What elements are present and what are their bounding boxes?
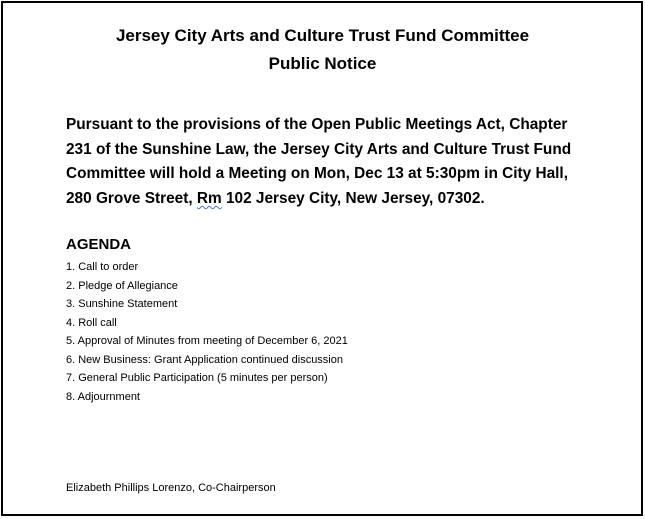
address-text: 102 Jersey City, New Jersey, 07302.	[221, 189, 485, 207]
agenda-item: 6. New Business: Grant Application continued discussion	[66, 353, 343, 366]
agenda-item: 1. Call to order	[66, 261, 139, 273]
address-text: 280 Grove Street,	[66, 189, 197, 207]
notice-body-line: Pursuant to the provisions of the Open Public Meetings Act, Chapter	[66, 116, 568, 133]
agenda-item: 3. Sunshine Statement	[66, 298, 178, 310]
signature: Elizabeth Phillips Lorenzo, Co-Chairperson	[66, 482, 276, 494]
notice-body-line-address	[66, 187, 606, 212]
agenda-heading: AGENDA	[66, 236, 132, 253]
agenda-item: 5. Approval of Minutes from meeting of December 6, 2021	[66, 335, 348, 347]
agenda-item: 8. Adjournment	[66, 390, 140, 403]
notice-body-line: 231 of the Sunshine Law, the Jersey City Arts and Culture Trust Fund	[66, 140, 572, 158]
notice-body	[66, 113, 606, 211]
agenda-item: 7. General Public Participation (5 minutes per person)	[66, 372, 328, 384]
notice-body-line: Committee will hold a Meeting on Mon, Dec 13 at 5:30pm in City Hall,	[66, 165, 568, 183]
spellcheck-flagged-word[interactable]: Rm	[196, 189, 222, 207]
notice-subtitle: Public Notice	[268, 54, 377, 73]
notice-title: Jersey City Arts and Culture Trust Fund Committee	[115, 26, 530, 45]
agenda-list	[66, 258, 348, 406]
agenda-item: 4. Roll call	[66, 316, 117, 329]
agenda-item: 2. Pledge of Allegiance	[66, 279, 178, 292]
